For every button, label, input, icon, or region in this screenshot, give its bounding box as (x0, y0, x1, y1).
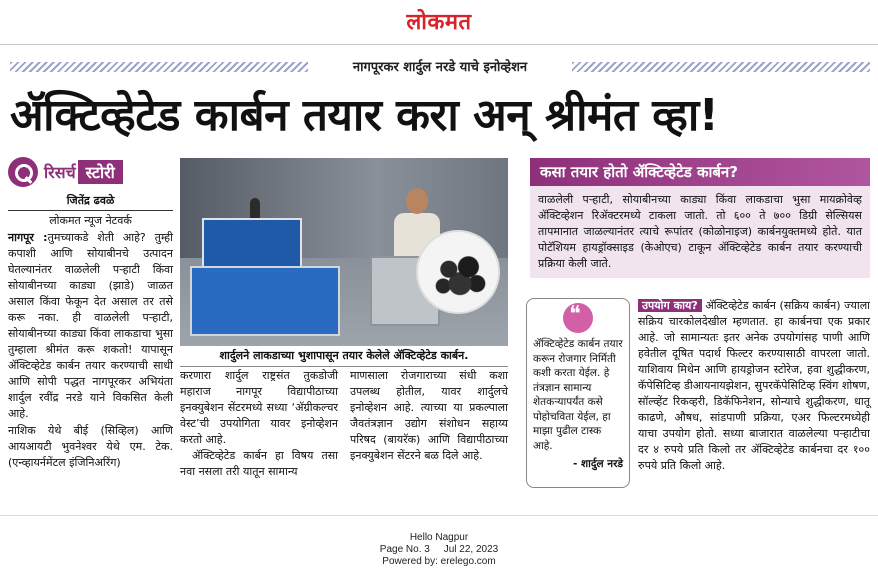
agency-credit: लोकमत न्यूज नेटवर्क (49, 214, 132, 227)
dateline: नागपूर : (8, 231, 48, 244)
photo-person-head (406, 188, 428, 214)
tag-label-story: स्टोरी (78, 160, 123, 184)
uses-label: उपयोग काय? (638, 299, 702, 312)
quote-box (526, 298, 630, 488)
quote-text: ॲक्टिव्हेटेड कार्बन तयार करून रोजगार निर्मिती कशी करता येईल. हे तंत्रज्ञान सामान्य शेतकऱ्यापर्यंत कसे पोहोचविता येईल, हा माझा पुढील टास्क आहे. (533, 338, 623, 452)
uses-column (638, 298, 870, 474)
footer (0, 532, 878, 568)
footer-edition: Hello Nagpur (409, 532, 469, 543)
middle-column-1 (180, 368, 338, 480)
carbon-inset-image (416, 230, 500, 314)
top-divider (0, 44, 878, 45)
newspaper-logo[interactable]: लोकमत (406, 9, 472, 35)
left-paragraph-2: नाशिक येथे बीई (सिव्हिल) आणि आयआयटी भुवनेश्वर येथे एम. टेक. (एन्व्हायर्नमेंटल इंजिनिअरिंग) (8, 424, 173, 469)
how-box-text: वाळलेली पऱ्हाटी, सोयाबीनच्या काड्या किंवा लाकडाचा भुसा मायक्रोवेव्ह ॲक्टिव्हेशन रिॲक्टरमध्ये टाकला जातो. तो ६०० ते ७०० डिग्री सेल्सियस तापमानात जाळल्यानंतर त्याचे रूपांतर (कोळोनाइज) कार्बनयुक्तमध्ये होते. यात पोटॅशियम हायड्रॉक्साइड (केओएच) टाकून ॲक्टिव्हेटेड कार्बन तयार करण्याची प्रक्रिया केली जाते. (538, 193, 862, 270)
kicker-row (10, 57, 870, 77)
kicker-hatch-left (10, 62, 308, 72)
headline: ॲक्टिव्हेटेड कार्बन तयार करा अन् श्रीमंत व्हा! (10, 90, 719, 141)
magnifier-icon (8, 157, 38, 187)
byline: जितेंद्र ढवळे (8, 193, 173, 211)
middle-column-2 (350, 368, 508, 464)
photo-caption: शार्दुलने लाकडाच्या भुशापासून तयार केलेले ॲक्टिव्हेटेड कार्बन. (180, 348, 508, 367)
bottom-divider (0, 515, 878, 516)
left-paragraph-1 (8, 230, 173, 422)
left-paragraph-1-text: तुमच्याकडे शेती आहे? तुम्ही कपाशी आणि सोयाबीनचे उत्पादन घेतल्यानंतर वाळलेली पऱ्हाटी किंवा सोयाबीनच्या काड्या (झाडे) जाळत असाल किंवा फेकून देत असाल तर तसे करू नका. ही वाळलेली पऱ्हाटी, सोयाबीनच्या काड्या किंवा लाकडाचा भुसा तुम्हाला श्रीमंत करू शकतो! यापासून ॲक्टिव्हेटेड कार्बन तयार करण्याची साधी आणि सोपी पद्धत नागपूरकर अभियंता शार्दुल रवींद्र नरडे याने विकसित केली आहे. (8, 231, 173, 420)
kicker: नागपूरकर शार्दुल नरडे याचे इनोव्हेशन (352, 60, 528, 75)
how-it-is-made-box (530, 158, 870, 278)
how-box-title: कसा तयार होतो ॲक्टिव्हेटेड कार्बन? (530, 158, 870, 186)
footer-powered-by[interactable]: Powered by: erelego.com (382, 556, 496, 567)
footer-page-date: Page No. 3 Jul 22, 2023 (379, 544, 499, 555)
research-story-tag (8, 158, 173, 186)
uses-paragraph (638, 298, 870, 474)
left-column (8, 158, 173, 471)
mid2-paragraph-1: माणसाला रोजगाराच्या संधी कशा उपलब्ध होतील, यावर शार्दुलचे इनोव्हेशन आहे. त्याच्या या प्रकल्पाला जैवतंत्रज्ञान उद्योग संशोधन सहाय्य परिषद (बायरॅक) आणि विद्यापीठाच्या इनक्युबेशन सेंटरने बळ दिले आहे. (350, 369, 508, 462)
quote-author: - शार्दुल नरडे (573, 458, 623, 470)
article-photo (180, 158, 508, 346)
masthead (0, 6, 878, 36)
photo-machine-top (202, 218, 302, 268)
mid1-paragraph-1: करणारा शार्दुल राष्ट्रसंत तुकडोजी महाराज नागपूर विद्यापीठाच्या इनक्युबेशन सेंटरमध्ये सध्या ‘ॲग्रीकल्चर वेस्ट’ची उपयोगिता यावर इनोव्हेशन करतो आहे. (180, 369, 338, 446)
uses-text: ॲक्टिव्हेटेड कार्बन (सक्रिय कार्बन) ज्याला सक्रिय चारकोलदेखील म्हणतात. हा कार्बनचा एक प्रकार आहे. जो सामान्यतः इतर अनेक उपयोगांसह पाणी आणि हवेतील दूषित पदार्थ फिल्टर करण्यासाठी वापरला जातो. याशिवाय मिथेन आणि हायड्रोजन स्टोरेज, हवा शुद्धीकरण, कॅपेसिटिव्ह डीआयनायझेशन, सुपरकॅपेसिटिव्ह स्विंग शोषण, सॉल्व्हेंट रिकव्हरी, डिकॅफिनेशन, सोन्याचे शुद्धीकरण, धातू काढणे, औषध, सांडपाणी प्रक्रिया, एअर फिल्टरमध्येही याचा उपयोग होतो. सध्या बाजारात वाळलेल्या पऱ्हाटीचा दर ४ रुपये प्रति किलो तर ॲक्टिव्हेटेड कार्बनचा दर १०० रुपये प्रति किलो आहे. (638, 299, 870, 472)
quote-mark-icon (563, 303, 593, 333)
tag-label-research: रिसर्च (44, 163, 76, 182)
mid1-paragraph-2: ॲक्टिव्हेटेड कार्बन हा विषय तसा नवा नसला तरी यातून सामान्य (180, 449, 338, 478)
kicker-hatch-right (572, 62, 870, 72)
photo-machine-body (190, 266, 340, 336)
